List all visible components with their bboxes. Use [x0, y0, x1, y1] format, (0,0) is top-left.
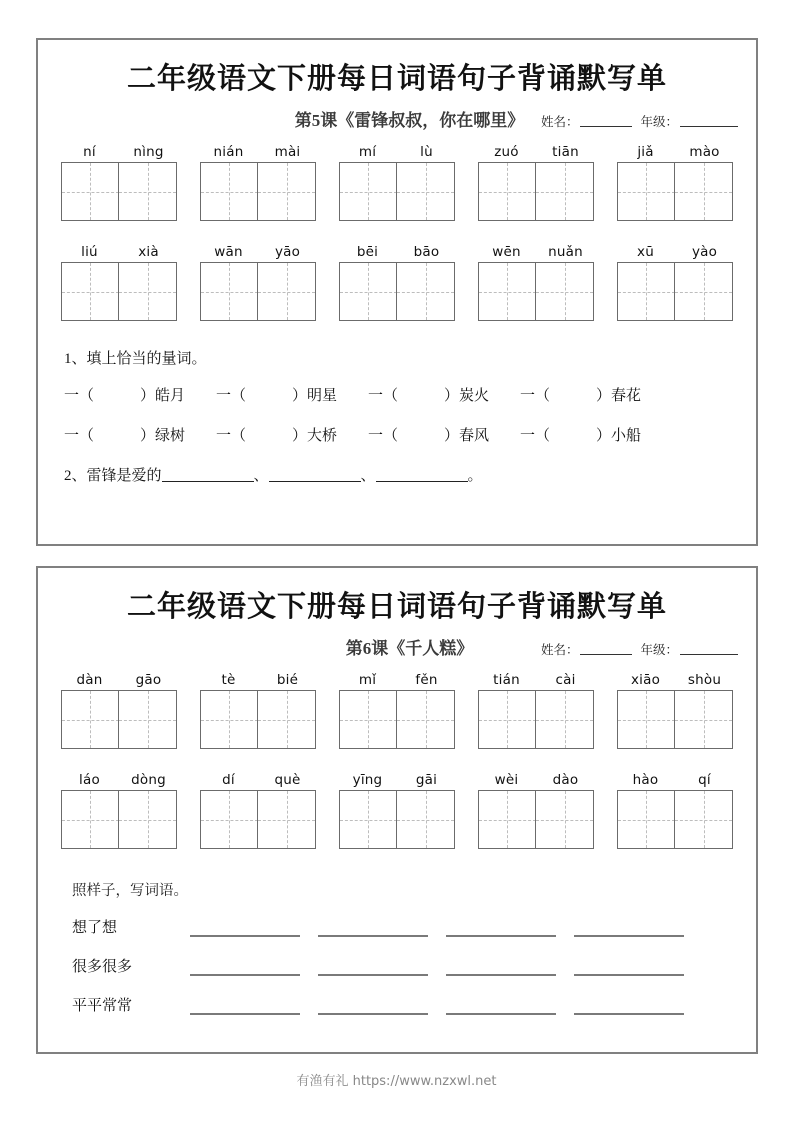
- pinyin-pair: [60, 143, 178, 162]
- pinyin-syllable: tiān: [552, 144, 579, 160]
- tianzige-pair: [200, 162, 316, 221]
- measure-prefix: 一（: [368, 428, 399, 444]
- tianzige-cell[interactable]: [257, 162, 316, 221]
- name-grade-fields: [541, 112, 738, 130]
- pinyin-pair: [338, 771, 456, 790]
- measure-suffix: ）皓月: [140, 388, 186, 404]
- tianzige-cell[interactable]: [118, 262, 177, 321]
- lesson-title: 第5课《雷锋叔叔，你在哪里》: [294, 111, 525, 130]
- measure-prefix: 一（: [216, 428, 247, 444]
- pinyin-syllable: zuó: [494, 144, 519, 160]
- pinyin-pair: [616, 671, 734, 690]
- pattern-blank[interactable]: [190, 921, 300, 937]
- measure-suffix: ）绿树: [140, 428, 186, 444]
- tianzige-pair: [478, 690, 594, 749]
- tianzige-pair: [200, 790, 316, 849]
- pattern-blank[interactable]: [446, 999, 556, 1015]
- pinyin-pair: [60, 243, 178, 262]
- name-grade-fields: [541, 640, 738, 658]
- grade-input-blank[interactable]: [680, 642, 738, 655]
- pattern-label: 平平常常: [72, 998, 133, 1014]
- pinyin-syllable: lù: [420, 144, 433, 160]
- word-group: [199, 143, 317, 221]
- pinyin-syllable: mài: [274, 144, 301, 160]
- tianzige-cell[interactable]: [118, 790, 177, 849]
- measure-prefix: 一（: [64, 428, 95, 444]
- pinyin-pair: [199, 143, 317, 162]
- pinyin-pair: [477, 243, 595, 262]
- tianzige-pair: [617, 262, 733, 321]
- pinyin-syllable: wēn: [492, 244, 521, 260]
- tianzige-cell[interactable]: [257, 262, 316, 321]
- word-group: [199, 671, 317, 749]
- pinyin-syllable: xià: [138, 244, 159, 260]
- pinyin-syllable: dòng: [131, 772, 166, 788]
- tianzige-cell[interactable]: [61, 790, 120, 849]
- tianzige-cell[interactable]: [200, 162, 259, 221]
- pinyin-pair: [338, 243, 456, 262]
- name-input-blank[interactable]: [580, 114, 632, 127]
- measure-word-item[interactable]: [368, 384, 520, 405]
- pinyin-pair: [338, 671, 456, 690]
- word-group: [338, 671, 456, 749]
- tianzige-cell[interactable]: [617, 262, 676, 321]
- pinyin-syllable: bēi: [356, 244, 379, 260]
- exercise-section: [38, 347, 756, 485]
- word-group: [199, 771, 317, 849]
- tianzige-cell[interactable]: [396, 162, 455, 221]
- pinyin-pair: [199, 243, 317, 262]
- tianzige-cell[interactable]: [674, 262, 733, 321]
- tianzige-cell[interactable]: [396, 690, 455, 749]
- pinyin-syllable: xū: [637, 244, 654, 260]
- word-row: [38, 243, 756, 321]
- pinyin-pair: [616, 243, 734, 262]
- exercise-heading: 1、填上恰当的量词。: [64, 351, 207, 367]
- tianzige-cell[interactable]: [257, 790, 316, 849]
- pinyin-syllable: ní: [83, 144, 96, 160]
- tianzige-cell[interactable]: [674, 162, 733, 221]
- tianzige-cell[interactable]: [339, 690, 398, 749]
- tianzige-cell[interactable]: [61, 162, 120, 221]
- measure-suffix: ）炭火: [444, 388, 490, 404]
- pinyin-syllable: nìng: [133, 144, 164, 160]
- tianzige-pair: [61, 690, 177, 749]
- tianzige-pair: [478, 262, 594, 321]
- tianzige-pair: [339, 162, 455, 221]
- sentence-blank[interactable]: [269, 467, 361, 482]
- tianzige-cell[interactable]: [61, 690, 120, 749]
- tianzige-cell[interactable]: [535, 790, 594, 849]
- pinyin-pair: [60, 771, 178, 790]
- footer-watermark: 有渔有礼 https://www.nzxwl.net: [296, 1074, 497, 1089]
- sentence-blank[interactable]: [162, 467, 254, 482]
- worksheet-lesson-5: [36, 38, 758, 546]
- pattern-blank[interactable]: [574, 999, 684, 1015]
- subtitle-row: [38, 633, 756, 659]
- grade-input-blank[interactable]: [680, 114, 738, 127]
- tianzige-pair: [61, 790, 177, 849]
- subtitle-row: [38, 105, 756, 131]
- pinyin-syllable: cài: [555, 672, 576, 688]
- tianzige-cell[interactable]: [339, 262, 398, 321]
- pinyin-syllable: wèi: [494, 772, 519, 788]
- pattern-label: 想了想: [72, 920, 118, 936]
- measure-word-item[interactable]: [216, 424, 368, 445]
- tianzige-cell[interactable]: [118, 690, 177, 749]
- tianzige-pair: [478, 790, 594, 849]
- pinyin-pair: [199, 671, 317, 690]
- tianzige-cell[interactable]: [617, 162, 676, 221]
- name-input-blank[interactable]: [580, 642, 632, 655]
- exercise-section: [38, 879, 756, 1015]
- pinyin-syllable: jiǎ: [637, 144, 654, 160]
- pattern-blank[interactable]: [446, 960, 556, 976]
- pattern-blank[interactable]: [318, 960, 428, 976]
- page-title: 二年级语文下册每日词语句子背诵默写单: [126, 591, 667, 623]
- tianzige-pair: [617, 690, 733, 749]
- pinyin-syllable: què: [274, 772, 301, 788]
- tianzige-cell[interactable]: [339, 790, 398, 849]
- tianzige-pair: [339, 690, 455, 749]
- worksheet-lesson-6: [36, 566, 758, 1054]
- word-group: [60, 243, 178, 321]
- measure-prefix: 一（: [368, 388, 399, 404]
- tianzige-pair: [478, 162, 594, 221]
- word-group: [616, 671, 734, 749]
- tianzige-cell[interactable]: [200, 262, 259, 321]
- exercise-heading: 照样子，写词语。: [72, 883, 188, 899]
- pattern-blank[interactable]: [574, 921, 684, 937]
- tianzige-cell[interactable]: [535, 262, 594, 321]
- pattern-blank[interactable]: [190, 960, 300, 976]
- pattern-blanks: [190, 921, 730, 937]
- pinyin-syllable: gāi: [415, 772, 438, 788]
- tianzige-cell[interactable]: [118, 162, 177, 221]
- tianzige-cell[interactable]: [61, 262, 120, 321]
- word-group: [616, 143, 734, 221]
- pinyin-syllable: nián: [213, 144, 244, 160]
- pattern-blank[interactable]: [574, 960, 684, 976]
- name-label: 姓名：: [540, 115, 579, 129]
- tianzige-cell[interactable]: [674, 690, 733, 749]
- pinyin-pair: [616, 771, 734, 790]
- word-row: [38, 671, 756, 749]
- grade-label: 年级：: [640, 115, 678, 129]
- word-group: [338, 771, 456, 849]
- tianzige-pair: [200, 262, 316, 321]
- pinyin-syllable: fěn: [415, 672, 438, 688]
- tianzige-cell[interactable]: [535, 690, 594, 749]
- pinyin-syllable: bié: [276, 672, 299, 688]
- pattern-label: 很多很多: [72, 959, 133, 975]
- tianzige-cell[interactable]: [478, 790, 537, 849]
- word-group: [616, 243, 734, 321]
- sentence-end: 。: [467, 468, 483, 484]
- tianzige-pair: [339, 790, 455, 849]
- grade-label: 年级：: [640, 643, 678, 657]
- word-group: [616, 771, 734, 849]
- pinyin-syllable: wān: [214, 244, 243, 260]
- pinyin-pair: [199, 771, 317, 790]
- pinyin-syllable: yīng: [352, 772, 383, 788]
- tianzige-cell[interactable]: [257, 690, 316, 749]
- pinyin-syllable: mǐ: [358, 672, 377, 688]
- tianzige-cell[interactable]: [396, 790, 455, 849]
- word-group: [60, 143, 178, 221]
- word-row: [38, 771, 756, 849]
- pinyin-syllable: liú: [81, 244, 98, 260]
- page-title: 二年级语文下册每日词语句子背诵默写单: [126, 63, 667, 95]
- pinyin-pair: [477, 771, 595, 790]
- tianzige-cell[interactable]: [535, 162, 594, 221]
- pinyin-syllable: láo: [79, 772, 100, 788]
- pattern-blank[interactable]: [318, 921, 428, 937]
- word-group: [199, 243, 317, 321]
- pinyin-syllable: gāo: [135, 672, 162, 688]
- pinyin-pair: [60, 671, 178, 690]
- pinyin-pair: [338, 143, 456, 162]
- pinyin-syllable: xiāo: [630, 672, 661, 688]
- name-label: 姓名：: [540, 643, 579, 657]
- measure-word-item[interactable]: [64, 384, 216, 405]
- pattern-blank[interactable]: [190, 999, 300, 1015]
- pattern-blank[interactable]: [446, 921, 556, 937]
- word-row: [38, 143, 756, 221]
- tianzige-cell[interactable]: [478, 262, 537, 321]
- tianzige-cell[interactable]: [617, 790, 676, 849]
- pattern-blank[interactable]: [318, 999, 428, 1015]
- tianzige-cell[interactable]: [478, 690, 537, 749]
- pinyin-syllable: nuǎn: [548, 244, 583, 260]
- pattern-blanks: [190, 960, 730, 976]
- measure-word-item[interactable]: [216, 384, 368, 405]
- pinyin-syllable: mào: [689, 144, 720, 160]
- measure-word-item[interactable]: [368, 424, 520, 445]
- pinyin-syllable: tián: [493, 672, 520, 688]
- pinyin-syllable: dàn: [76, 672, 103, 688]
- word-group: [477, 243, 595, 321]
- word-group: [477, 143, 595, 221]
- measure-suffix: ）春花: [596, 388, 642, 404]
- pattern-row: [72, 955, 730, 976]
- measure-suffix: ）小船: [596, 428, 642, 444]
- measure-prefix: 一（: [520, 428, 551, 444]
- pinyin-syllable: shòu: [687, 672, 722, 688]
- measure-prefix: 一（: [216, 388, 247, 404]
- tianzige-cell[interactable]: [396, 262, 455, 321]
- pinyin-syllable: yāo: [274, 244, 301, 260]
- word-group: [477, 671, 595, 749]
- pinyin-pair: [477, 143, 595, 162]
- tianzige-cell[interactable]: [339, 162, 398, 221]
- word-group: [338, 143, 456, 221]
- word-group: [60, 671, 178, 749]
- pinyin-pair: [616, 143, 734, 162]
- measure-suffix: ）春风: [444, 428, 490, 444]
- pinyin-syllable: qí: [698, 772, 711, 788]
- measure-prefix: 一（: [64, 388, 95, 404]
- tianzige-pair: [617, 790, 733, 849]
- sentence-blank[interactable]: [376, 467, 468, 482]
- measure-word-item[interactable]: [64, 424, 216, 445]
- measure-suffix: ）大桥: [292, 428, 338, 444]
- pinyin-pair: [477, 671, 595, 690]
- word-group: [477, 771, 595, 849]
- tianzige-cell[interactable]: [674, 790, 733, 849]
- measure-word-item[interactable]: [520, 384, 672, 405]
- pinyin-syllable: tè: [221, 672, 236, 688]
- tianzige-pair: [200, 690, 316, 749]
- pinyin-syllable: hào: [632, 772, 659, 788]
- pinyin-syllable: dào: [552, 772, 579, 788]
- pattern-row: [72, 994, 730, 1015]
- pinyin-syllable: bāo: [413, 244, 440, 260]
- tianzige-pair: [617, 162, 733, 221]
- tianzige-pair: [339, 262, 455, 321]
- pinyin-syllable: yào: [691, 244, 718, 260]
- sentence-separator: 、: [253, 468, 269, 484]
- sentence-exercise: [64, 464, 730, 485]
- tianzige-cell[interactable]: [478, 162, 537, 221]
- measure-word-row: [64, 384, 730, 405]
- tianzige-pair: [61, 162, 177, 221]
- word-group: [60, 771, 178, 849]
- measure-suffix: ）明星: [292, 388, 338, 404]
- lesson-title: 第6课《千人糕》: [345, 639, 474, 658]
- measure-word-item[interactable]: [520, 424, 672, 445]
- word-group: [338, 243, 456, 321]
- tianzige-pair: [61, 262, 177, 321]
- measure-word-row: [64, 424, 730, 445]
- tianzige-cell[interactable]: [200, 790, 259, 849]
- pattern-row: [72, 916, 730, 937]
- tianzige-cell[interactable]: [200, 690, 259, 749]
- pinyin-syllable: mí: [358, 144, 377, 160]
- measure-prefix: 一（: [520, 388, 551, 404]
- pinyin-syllable: dí: [222, 772, 235, 788]
- sentence-prefix: 2、雷锋是爱的: [64, 468, 162, 484]
- pattern-blanks: [190, 999, 730, 1015]
- sentence-separator: 、: [360, 468, 376, 484]
- tianzige-cell[interactable]: [617, 690, 676, 749]
